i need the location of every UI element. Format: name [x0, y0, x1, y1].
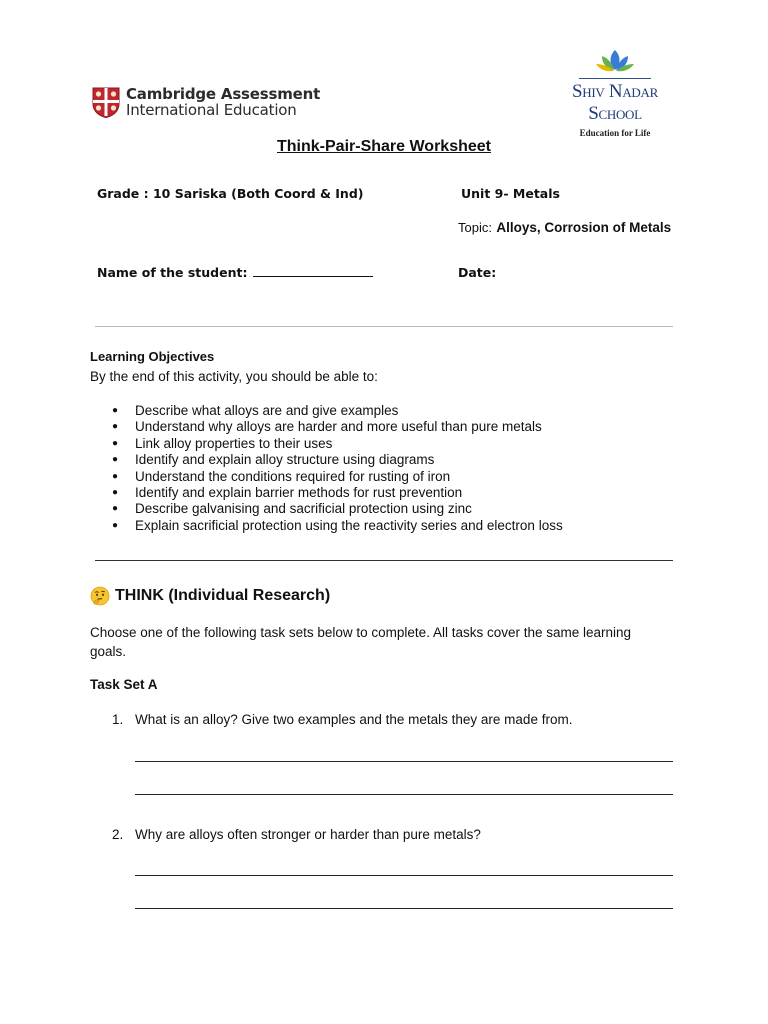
- divider: [95, 326, 673, 327]
- cambridge-logo: [92, 86, 320, 118]
- student-name-row: [97, 265, 373, 280]
- answer-line[interactable]: [135, 875, 673, 876]
- think-heading: [90, 586, 330, 606]
- cambridge-title: Cambridge Assessment: [126, 85, 321, 103]
- question-number: 2.: [112, 827, 124, 842]
- lotus-icon: [592, 46, 638, 78]
- learning-objectives-heading: Learning Objectives: [90, 349, 215, 364]
- answer-line[interactable]: [135, 794, 673, 795]
- grade-label: Grade : 10 Sariska (Both Coord & Ind): [97, 186, 364, 201]
- date-label: Date:: [458, 265, 497, 280]
- topic-value: Alloys, Corrosion of Metals: [496, 220, 672, 235]
- question-1: [112, 710, 572, 729]
- list-item: ● Link alloy properties to their uses: [112, 436, 563, 452]
- list-item: ● Explain sacrificial protection using the reactivity series and electron loss: [112, 518, 563, 534]
- learning-objectives-intro: By the end of this activity, you should be able to:: [90, 369, 378, 384]
- list-item: ● Identify and explain alloy structure using diagrams: [112, 452, 563, 468]
- answer-line[interactable]: [135, 908, 673, 909]
- divider: [95, 560, 673, 561]
- think-heading-label: THINK (Individual Research): [115, 587, 331, 604]
- topic-label: Topic:: [458, 220, 492, 235]
- topic-row: [458, 220, 671, 235]
- think-instructions: Choose one of the following task sets below to complete. All tasks cover the same learning goals.: [90, 625, 632, 659]
- answer-line[interactable]: [135, 761, 673, 762]
- list-item: ● Understand why alloys are harder and more useful than pure metals: [112, 419, 563, 435]
- question-2: [112, 825, 481, 844]
- thinking-face-icon: [90, 586, 110, 606]
- list-item: ● Describe what alloys are and give examples: [112, 403, 563, 419]
- objectives-list: [112, 403, 563, 534]
- question-text: What is an alloy? Give two examples and the metals they are made from.: [135, 712, 573, 727]
- cambridge-crest-icon: [92, 87, 120, 118]
- list-item: ● Describe galvanising and sacrificial protection using zinc: [112, 501, 563, 517]
- question-text: Why are alloys often stronger or harder than pure metals?: [135, 827, 481, 842]
- cambridge-subtitle: International Education: [126, 101, 297, 119]
- school-name: Shiv Nadar School: [572, 81, 658, 124]
- task-set-heading: Task Set A: [90, 677, 158, 692]
- logo-divider: [579, 78, 651, 79]
- list-item: ● Identify and explain barrier methods for rust prevention: [112, 485, 563, 501]
- student-name-field[interactable]: [253, 266, 373, 277]
- school-tagline: Education for Life: [579, 128, 651, 138]
- student-name-label: Name of the student:: [97, 265, 248, 280]
- unit-label: Unit 9- Metals: [461, 186, 560, 201]
- question-number: 1.: [112, 712, 124, 727]
- page-title: Think-Pair-Share Worksheet: [277, 138, 491, 155]
- school-logo: [552, 46, 678, 138]
- list-item: ● Understand the conditions required for rusting of iron: [112, 469, 563, 485]
